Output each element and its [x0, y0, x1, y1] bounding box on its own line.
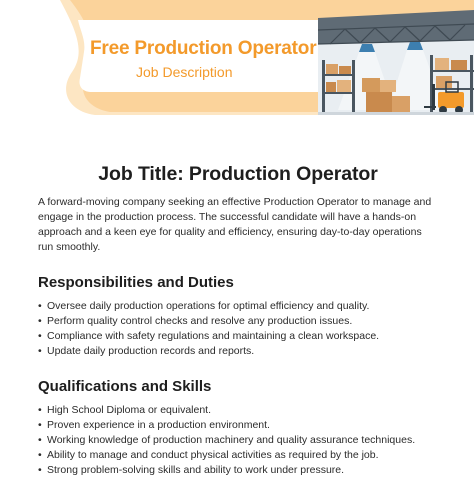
list-item: • Perform quality control checks and resolve any production issues.	[38, 314, 438, 329]
list-item: • Working knowledge of production machinery and quality assurance techniques.	[38, 433, 438, 448]
list-item: • Strong problem-solving skills and ability to work under pressure.	[38, 463, 438, 478]
list-item: • Oversee daily production operations for optimal efficiency and quality.	[38, 299, 438, 314]
responsibilities-list	[38, 299, 438, 359]
list-item: • Proven experience in a production environment.	[38, 418, 438, 433]
qualifications-heading: Qualifications and Skills	[38, 378, 212, 395]
intro-paragraph: A forward-moving company seeking an effective Production Operator to manage and engage in the production process. The successful candidate will have a hands-on approach and a keen eye for quality and efficiency, ensuring day-to-day operations run smoothly.	[38, 196, 432, 253]
warehouse-illustration	[318, 10, 474, 115]
responsibilities-heading: Responsibilities and Duties	[38, 274, 234, 291]
job-title-heading: Job Title: Production Operator	[98, 163, 378, 185]
document-subtitle: Job Description	[136, 64, 233, 80]
list-item: • Update daily production records and reports.	[38, 344, 438, 359]
document-title: Free Production Operator	[90, 38, 317, 59]
list-item: • Ability to manage and conduct physical activities as required by the job.	[38, 448, 438, 463]
list-item: • High School Diploma or equivalent.	[38, 403, 438, 418]
document-header	[0, 0, 474, 115]
qualifications-list	[38, 403, 438, 478]
document-body	[38, 163, 438, 478]
list-item: • Compliance with safety regulations and maintaining a clean workspace.	[38, 329, 438, 344]
